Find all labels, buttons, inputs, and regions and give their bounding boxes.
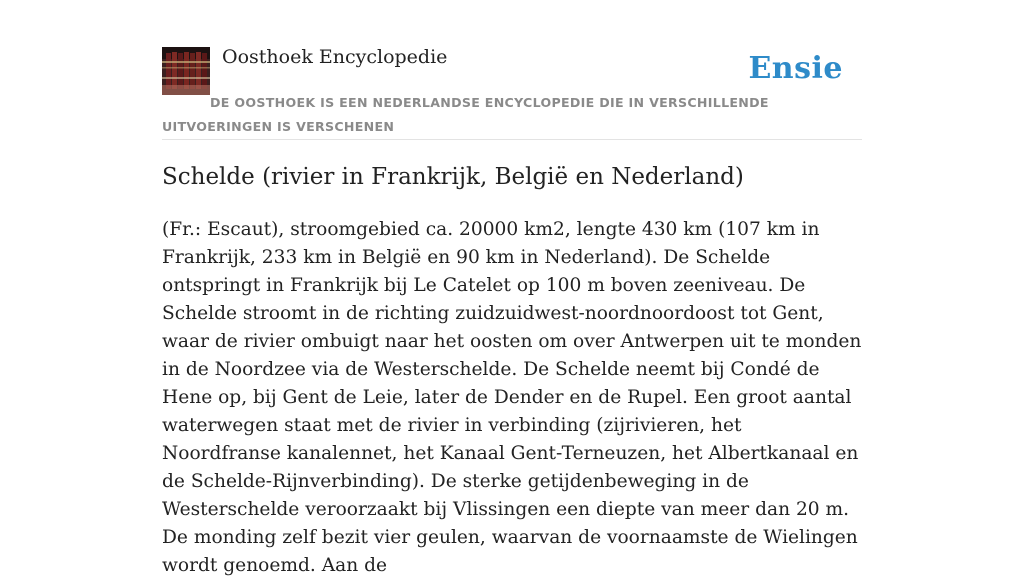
header-divider	[162, 139, 862, 140]
source-avatar[interactable]	[162, 47, 210, 95]
source-title[interactable]: Oosthoek Encyclopedie	[222, 46, 448, 68]
source-description: DE OOSTHOEK IS EEN NEDERLANDSE ENCYCLOPEDIE DIE IN VERSCHILLENDE UITVOERINGEN IS VERSCHENEN	[162, 95, 769, 134]
encyclopedia-books-icon	[162, 47, 210, 95]
article-title: Schelde (rivier in Frankrijk, België en Nederland)	[162, 164, 744, 190]
brand-logo[interactable]: Ensie	[748, 51, 843, 86]
article-body: (Fr.: Escaut), stroomgebied ca. 20000 km2, lengte 430 km (107 km in Frankrijk, 233 km in België en 90 km in Nederland). De Schelde ontspringt in Frankrijk bij Le Catelet op 100 m boven zeeniveau. De Schelde stroomt in de richting zuidzuidwest-noordnoordoost tot Gent, waar de rivier ombuigt naar het oosten om over Antwerpen uit te monden in de Noordzee via de Westerschelde. De Schelde neemt bij Condé de Hene op, bij Gent de Leie, later de Dender en de Rupel. Een groot aantal waterwegen staat met de rivier in verbinding (zijrivieren, het Noordfranse kanalennet, het Kanaal Gent-Terneuzen, het Albertkanaal en de Schelde-Rijnverbinding). De sterke getijdenbeweging in de Westerschelde veroorzaakt bij Vlissingen een diepte van meer dan 20 m. De monding zelf bezit vier geulen, waarvan de voornaamste de Wielingen wordt genoemd. Aan de	[162, 219, 862, 576]
